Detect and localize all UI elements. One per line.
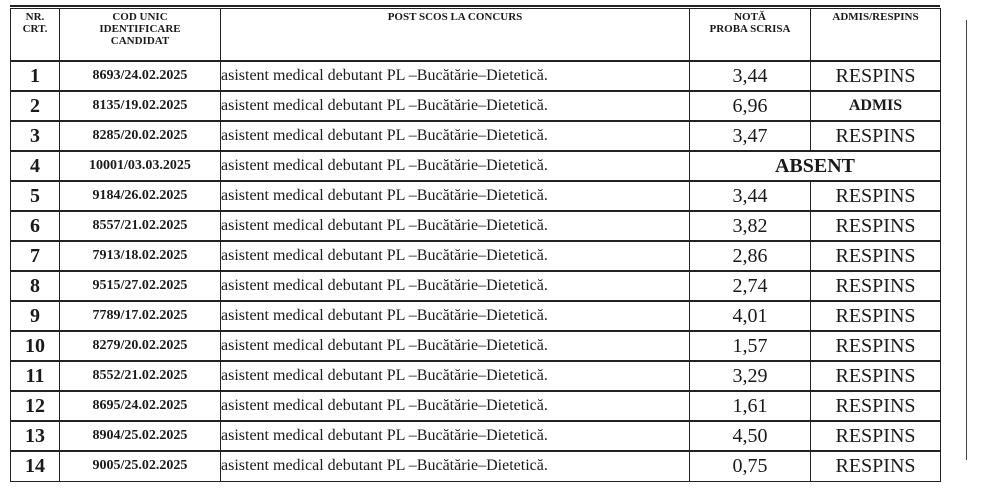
- table-row: [11, 301, 941, 331]
- written-test-grade: 1,57: [690, 331, 811, 361]
- position-name: asistent medical debutant PL –Bucătărie–Dietetică.: [221, 331, 690, 361]
- table-row: [11, 181, 941, 211]
- candidate-code: 8552/21.02.2025: [60, 361, 221, 391]
- result-status: RESPINS: [811, 61, 941, 91]
- written-test-grade: 2,86: [690, 241, 811, 271]
- position-name: asistent medical debutant PL –Bucătărie–Dietetică.: [221, 241, 690, 271]
- table-row: [11, 151, 941, 181]
- candidate-code: 8693/24.02.2025: [60, 61, 221, 91]
- row-number: 11: [11, 361, 60, 391]
- written-test-grade: 0,75: [690, 451, 811, 481]
- table-row: [11, 331, 941, 361]
- candidate-code: 8279/20.02.2025: [60, 331, 221, 361]
- header-nr-crt: NR. CRT.: [11, 9, 60, 62]
- table-row: [11, 91, 941, 121]
- candidate-code: 9184/26.02.2025: [60, 181, 221, 211]
- table-row: [11, 211, 941, 241]
- page-edge-line: [966, 20, 967, 460]
- candidate-code: 8285/20.02.2025: [60, 121, 221, 151]
- row-number: 2: [11, 91, 60, 121]
- written-test-grade: 3,44: [690, 61, 811, 91]
- result-status: RESPINS: [811, 451, 941, 481]
- result-status: RESPINS: [811, 301, 941, 331]
- table-body: [11, 61, 941, 481]
- row-number: 4: [11, 151, 60, 181]
- table-row: [11, 391, 941, 421]
- written-test-grade: 1,61: [690, 391, 811, 421]
- results-table: [10, 8, 941, 482]
- candidate-code: 9005/25.02.2025: [60, 451, 221, 481]
- position-name: asistent medical debutant PL –Bucătărie–Dietetică.: [221, 91, 690, 121]
- written-test-grade: 3,82: [690, 211, 811, 241]
- position-name: asistent medical debutant PL –Bucătărie–Dietetică.: [221, 361, 690, 391]
- position-name: asistent medical debutant PL –Bucătărie–Dietetică.: [221, 421, 690, 451]
- candidate-code: 10001/03.03.2025: [60, 151, 221, 181]
- table-row: [11, 451, 941, 481]
- header-nota: NOTĂ PROBA SCRISA: [690, 9, 811, 62]
- result-status: RESPINS: [811, 421, 941, 451]
- candidate-code: 8557/21.02.2025: [60, 211, 221, 241]
- result-status: RESPINS: [811, 241, 941, 271]
- written-test-grade: 2,74: [690, 271, 811, 301]
- table-row: [11, 271, 941, 301]
- table-row: [11, 121, 941, 151]
- result-status: RESPINS: [811, 121, 941, 151]
- header-admis-respins: ADMIS/RESPINS: [811, 9, 941, 62]
- position-name: asistent medical debutant PL –Bucătărie–Dietetică.: [221, 271, 690, 301]
- header-post: POST SCOS LA CONCURS: [221, 9, 690, 62]
- table-row: [11, 361, 941, 391]
- row-number: 1: [11, 61, 60, 91]
- row-number: 8: [11, 271, 60, 301]
- result-status: RESPINS: [811, 331, 941, 361]
- top-rule: [10, 0, 940, 7]
- header-cod-candidat: COD UNIC IDENTIFICARE CANDIDAT: [60, 9, 221, 62]
- candidate-code: 7789/17.02.2025: [60, 301, 221, 331]
- status-absent: ABSENT: [690, 151, 941, 181]
- written-test-grade: 3,29: [690, 361, 811, 391]
- written-test-grade: 3,44: [690, 181, 811, 211]
- row-number: 10: [11, 331, 60, 361]
- row-number: 3: [11, 121, 60, 151]
- candidate-code: 8904/25.02.2025: [60, 421, 221, 451]
- table-row: [11, 241, 941, 271]
- position-name: asistent medical debutant PL –Bucătărie–Dietetică.: [221, 391, 690, 421]
- result-status: RESPINS: [811, 211, 941, 241]
- row-number: 14: [11, 451, 60, 481]
- position-name: asistent medical debutant PL –Bucătărie–Dietetică.: [221, 451, 690, 481]
- candidate-code: 7913/18.02.2025: [60, 241, 221, 271]
- table-row: [11, 61, 941, 91]
- candidate-code: 8135/19.02.2025: [60, 91, 221, 121]
- position-name: asistent medical debutant PL –Bucătărie–Dietetică.: [221, 211, 690, 241]
- position-name: asistent medical debutant PL –Bucătărie–Dietetică.: [221, 301, 690, 331]
- result-status: ADMIS: [811, 91, 941, 121]
- result-status: RESPINS: [811, 271, 941, 301]
- position-name: asistent medical debutant PL –Bucătărie–Dietetică.: [221, 61, 690, 91]
- row-number: 5: [11, 181, 60, 211]
- written-test-grade: 4,50: [690, 421, 811, 451]
- position-name: asistent medical debutant PL –Bucătărie–Dietetică.: [221, 121, 690, 151]
- position-name: asistent medical debutant PL –Bucătărie–Dietetică.: [221, 151, 690, 181]
- written-test-grade: 6,96: [690, 91, 811, 121]
- candidate-code: 8695/24.02.2025: [60, 391, 221, 421]
- position-name: asistent medical debutant PL –Bucătărie–Dietetică.: [221, 181, 690, 211]
- row-number: 12: [11, 391, 60, 421]
- table-row: [11, 421, 941, 451]
- written-test-grade: 4,01: [690, 301, 811, 331]
- result-status: RESPINS: [811, 391, 941, 421]
- written-test-grade: 3,47: [690, 121, 811, 151]
- row-number: 9: [11, 301, 60, 331]
- candidate-code: 9515/27.02.2025: [60, 271, 221, 301]
- result-status: RESPINS: [811, 181, 941, 211]
- row-number: 13: [11, 421, 60, 451]
- header-row: [11, 9, 941, 62]
- row-number: 7: [11, 241, 60, 271]
- result-status: RESPINS: [811, 361, 941, 391]
- row-number: 6: [11, 211, 60, 241]
